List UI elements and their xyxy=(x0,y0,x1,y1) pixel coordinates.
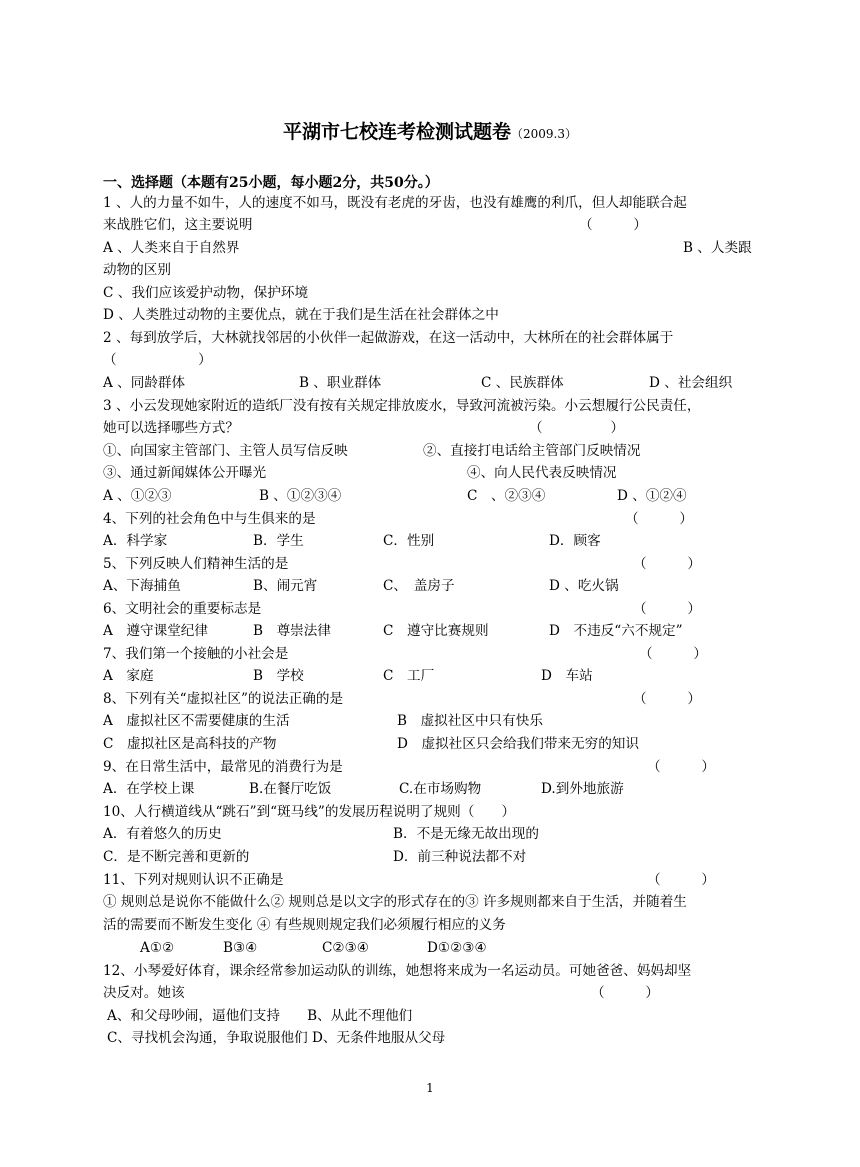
question-5-stem xyxy=(103,553,701,575)
question-4-stem-text: 4、下列的社会角色中与生俱来的是 xyxy=(103,511,316,527)
item-3: ③、通过新闻媒体公开曝光 xyxy=(103,465,267,481)
question-11-items-2: 活的需要而不断发生变化 ④ 有些规则规定我们必须履行相应的义务 xyxy=(103,917,506,933)
question-7-stem xyxy=(103,643,707,665)
option-c: C.在市场购物 xyxy=(399,781,482,797)
option-c: C 遵守比赛规则 xyxy=(383,623,489,639)
option-b: B、闹元宵 xyxy=(253,578,318,594)
option-c: C②③④ xyxy=(322,940,369,956)
question-1-option-d: D 、人类胜过动物的主要优点，就在于我们是生活在社会群体之中 xyxy=(103,307,499,323)
page-title xyxy=(0,117,860,144)
option-b: B 虚拟社区中只有快乐 xyxy=(397,713,543,729)
question-10-options-row2 xyxy=(103,846,527,868)
option-a: A 、人类来自于自然界 xyxy=(103,240,240,256)
title-date: （2009.3） xyxy=(511,127,577,141)
option-c: C 工厂 xyxy=(383,668,435,684)
question-7-options xyxy=(103,665,593,687)
question-2-paren: （ ） xyxy=(103,352,212,368)
question-7-stem-text: 7、我们第一个接触的小社会是 xyxy=(103,646,289,662)
option-b: B．不是无缘无故出现的 xyxy=(393,826,539,842)
item-2: ②、直接打电话给主管部门反映情况 xyxy=(423,443,641,459)
question-12-stem-cont xyxy=(103,982,659,1004)
option-c: C 、民族群体 xyxy=(481,375,564,391)
item-1: ①、向国家主管部门、主管人员写信反映 xyxy=(103,443,348,459)
option-a: A 、①②③ xyxy=(103,488,172,504)
question-1-stem-text: 来战胜它们，这主要说明 xyxy=(103,217,253,233)
question-5-options xyxy=(103,575,619,597)
question-8-stem xyxy=(103,688,701,710)
question-8-options-row2 xyxy=(103,733,639,755)
question-12-options-ab: A、和父母吵闹，逼他们支持 B、从此不理他们 xyxy=(107,1008,413,1024)
option-c: C、 盖房子 xyxy=(383,578,455,594)
question-5-stem-text: 5、下列反映人们精神生活的是 xyxy=(103,556,289,572)
item-4: ④、向人民代表反映情况 xyxy=(467,465,617,481)
question-6-options xyxy=(103,620,683,642)
answer-paren: （ ） xyxy=(633,691,701,707)
option-b: B 、职业群体 xyxy=(299,375,382,391)
answer-paren: （ ） xyxy=(647,872,715,888)
option-c: C．性别 xyxy=(383,533,435,549)
question-9-options xyxy=(103,778,624,800)
option-b: B 学校 xyxy=(253,668,304,684)
question-2-stem: 2 、每到放学后，大林就找邻居的小伙伴一起做游戏，在这一活动中，大林所在的社会群体属于 xyxy=(103,330,674,346)
option-a: A．科学家 xyxy=(103,533,168,549)
question-1-stem-cont xyxy=(103,214,647,236)
question-12-stem: 12、小琴爱好体育，课余经常参加运动队的训练，她想将来成为一名运动员。可她爸爸、妈妈却坚 xyxy=(103,963,692,979)
option-a: A、下海捕鱼 xyxy=(103,578,181,594)
option-d: D 不违反“六不规定” xyxy=(549,623,683,639)
answer-paren: （ ） xyxy=(633,556,701,572)
option-a: A 遵守课堂纪律 xyxy=(103,623,208,639)
question-8-stem-text: 8、下列有关“虚拟社区”的说法正确的是 xyxy=(103,691,344,707)
option-d: D．顾客 xyxy=(549,533,601,549)
question-11-stem-text: 11、下列对规则认识不正确是 xyxy=(103,872,284,888)
option-d: D①②③④ xyxy=(427,940,487,956)
question-3-items-row1 xyxy=(103,440,641,462)
question-6-stem-text: 6、文明社会的重要标志是 xyxy=(103,601,262,617)
option-d: D 、社会组织 xyxy=(649,375,733,391)
question-1-option-c: C 、我们应该爱护动物，保护环境 xyxy=(103,285,309,301)
question-10-options-row1 xyxy=(103,823,539,845)
question-9-stem-text: 9、在日常生活中，最常见的消费行为是 xyxy=(103,759,343,775)
answer-paren: （ ） xyxy=(625,511,693,527)
page-number: 1 xyxy=(426,1081,434,1095)
option-d: D 虚拟社区只会给我们带来无穷的知识 xyxy=(397,736,639,752)
answer-paren: （ ） xyxy=(633,601,701,617)
question-11-stem xyxy=(103,869,715,891)
option-d: D 、①②④ xyxy=(617,488,687,504)
answer-paren: （ ） xyxy=(529,420,625,436)
answer-paren: （ ） xyxy=(579,217,647,233)
question-10-stem: 10、人行横道线从“跳石”到“斑马线”的发展历程说明了规则（ ） xyxy=(103,804,516,820)
option-b: B③④ xyxy=(223,940,258,956)
section-heading: 一、选择题（本题有25小题，每小题2分，共50分。） xyxy=(103,175,439,191)
question-6-stem xyxy=(103,598,701,620)
question-3-stem-text: 她可以选择哪些方式？ xyxy=(103,420,239,436)
question-4-stem xyxy=(103,508,693,530)
question-9-stem xyxy=(103,756,715,778)
option-b: B 、①②③④ xyxy=(259,488,342,504)
question-2-options xyxy=(103,372,733,394)
answer-paren: （ ） xyxy=(591,985,659,1001)
option-c: C 虚拟社区是高科技的产物 xyxy=(103,736,277,752)
question-4-options xyxy=(103,530,601,552)
question-3-options xyxy=(103,485,687,507)
option-a: A 、同龄群体 xyxy=(103,375,186,391)
option-a: A．在学校上课 xyxy=(103,781,195,797)
option-a: A 虚拟社区不需要健康的生活 xyxy=(103,713,290,729)
option-c: C．是不断完善和更新的 xyxy=(103,849,250,865)
question-12-options-cd: C、寻找机会沟通，争取说服他们 D、无条件地服从父母 xyxy=(107,1030,446,1046)
option-b: B.在餐厅吃饭 xyxy=(249,781,332,797)
question-1-stem: 1 、人的力量不如牛，人的速度不如马，既没有老虎的牙齿，也没有雄鹰的利爪，但人却能联合起 xyxy=(103,195,687,211)
option-d: D 、吃火锅 xyxy=(549,578,619,594)
option-a: A①② xyxy=(140,940,175,956)
answer-paren: （ ） xyxy=(647,759,715,775)
question-12-stem-text: 决反对。她该 xyxy=(103,985,185,1001)
question-8-options-row1 xyxy=(103,710,543,732)
option-c: C 、②③④ xyxy=(467,488,546,504)
question-3-items-row2 xyxy=(103,462,617,484)
option-a: A．有着悠久的历史 xyxy=(103,826,222,842)
option-d: D 车站 xyxy=(541,668,593,684)
option-d: D．前三种说法都不对 xyxy=(393,849,527,865)
option-b: B 尊崇法律 xyxy=(253,623,331,639)
title-text: 平湖市七校连考检测试题卷 xyxy=(282,121,511,143)
answer-paren: （ ） xyxy=(639,646,707,662)
question-3-stem: 3 、小云发现她家附近的造纸厂没有按有关规定排放废水，导致河流被污染。小云想履行公民责任， xyxy=(103,398,701,414)
option-b: B 、人类跟 xyxy=(683,240,752,256)
question-1-option-a xyxy=(103,237,752,259)
question-3-stem-cont xyxy=(103,417,625,439)
option-d: D.到外地旅游 xyxy=(541,781,624,797)
option-b: B．学生 xyxy=(253,533,304,549)
question-1-option-b-cont: 动物的区别 xyxy=(103,262,171,278)
question-11-items-1: ① 规则总是说你不能做什么② 规则总是以文字的形式存在的③ 许多规则都来自于生活，并随着生 xyxy=(103,894,687,910)
option-a: A 家庭 xyxy=(103,668,154,684)
